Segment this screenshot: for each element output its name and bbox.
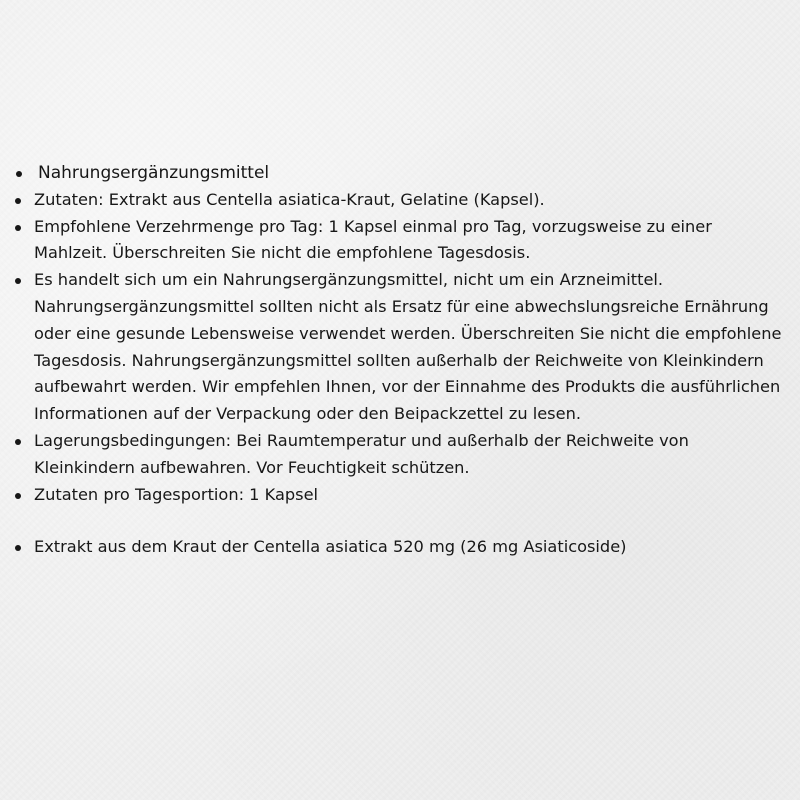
list-item-text: Zutaten pro Tagesportion: 1 Kapsel bbox=[34, 484, 319, 504]
bullet-icon bbox=[16, 171, 22, 177]
list-item bbox=[12, 534, 782, 561]
list-item bbox=[12, 214, 782, 268]
list-item-text: Zutaten: Extrakt aus Centella asiatica-Kraut, Gelatine (Kapsel). bbox=[34, 189, 545, 209]
list-item bbox=[12, 482, 782, 509]
bullet-icon bbox=[15, 439, 21, 445]
list-item bbox=[12, 267, 782, 428]
list-item-text: Es handelt sich um ein Nahrungsergänzungsmittel, nicht um ein Arzneimittel. Nahrungsergänzungsmittel sollten nicht als Ersatz für eine abwechslungsreiche Ernährung oder eine gesunde Lebensweise verwendet werden. Überschreiten Sie nicht die empfohlene Tagesdosis. Nahrungsergänzungsmittel sollten außerhalb der Reichweite von Kleinkindern aufbewahrt werden. Wir empfehlen Ihnen, vor der Einnahme des Produkts die ausführlichen Informationen auf der Verpackung oder den Beipackzettel zu lesen. bbox=[34, 270, 782, 424]
bullet-icon bbox=[15, 198, 21, 204]
list-item-text: Lagerungsbedingungen: Bei Raumtemperatur und außerhalb der Reichweite von Kleinkindern aufbewahren. Vor Feuchtigkeit schützen. bbox=[34, 430, 689, 477]
list-item bbox=[12, 160, 782, 187]
product-info-list bbox=[12, 160, 782, 561]
list-item bbox=[12, 428, 782, 482]
list-item-text: Empfohlene Verzehrmenge pro Tag: 1 Kapsel einmal pro Tag, vorzugsweise zu einer Mahlzeit. Überschreiten Sie nicht die empfohlene Tagesdosis. bbox=[34, 216, 712, 263]
bullet-icon bbox=[15, 278, 21, 284]
list-item bbox=[12, 187, 782, 214]
list-item-text: Nahrungsergänzungsmittel bbox=[38, 163, 270, 183]
bullet-icon bbox=[15, 493, 21, 499]
bullet-icon bbox=[15, 225, 21, 231]
list-item-text: Extrakt aus dem Kraut der Centella asiatica 520 mg (26 mg Asiaticoside) bbox=[34, 537, 627, 557]
bullet-icon bbox=[15, 545, 21, 551]
